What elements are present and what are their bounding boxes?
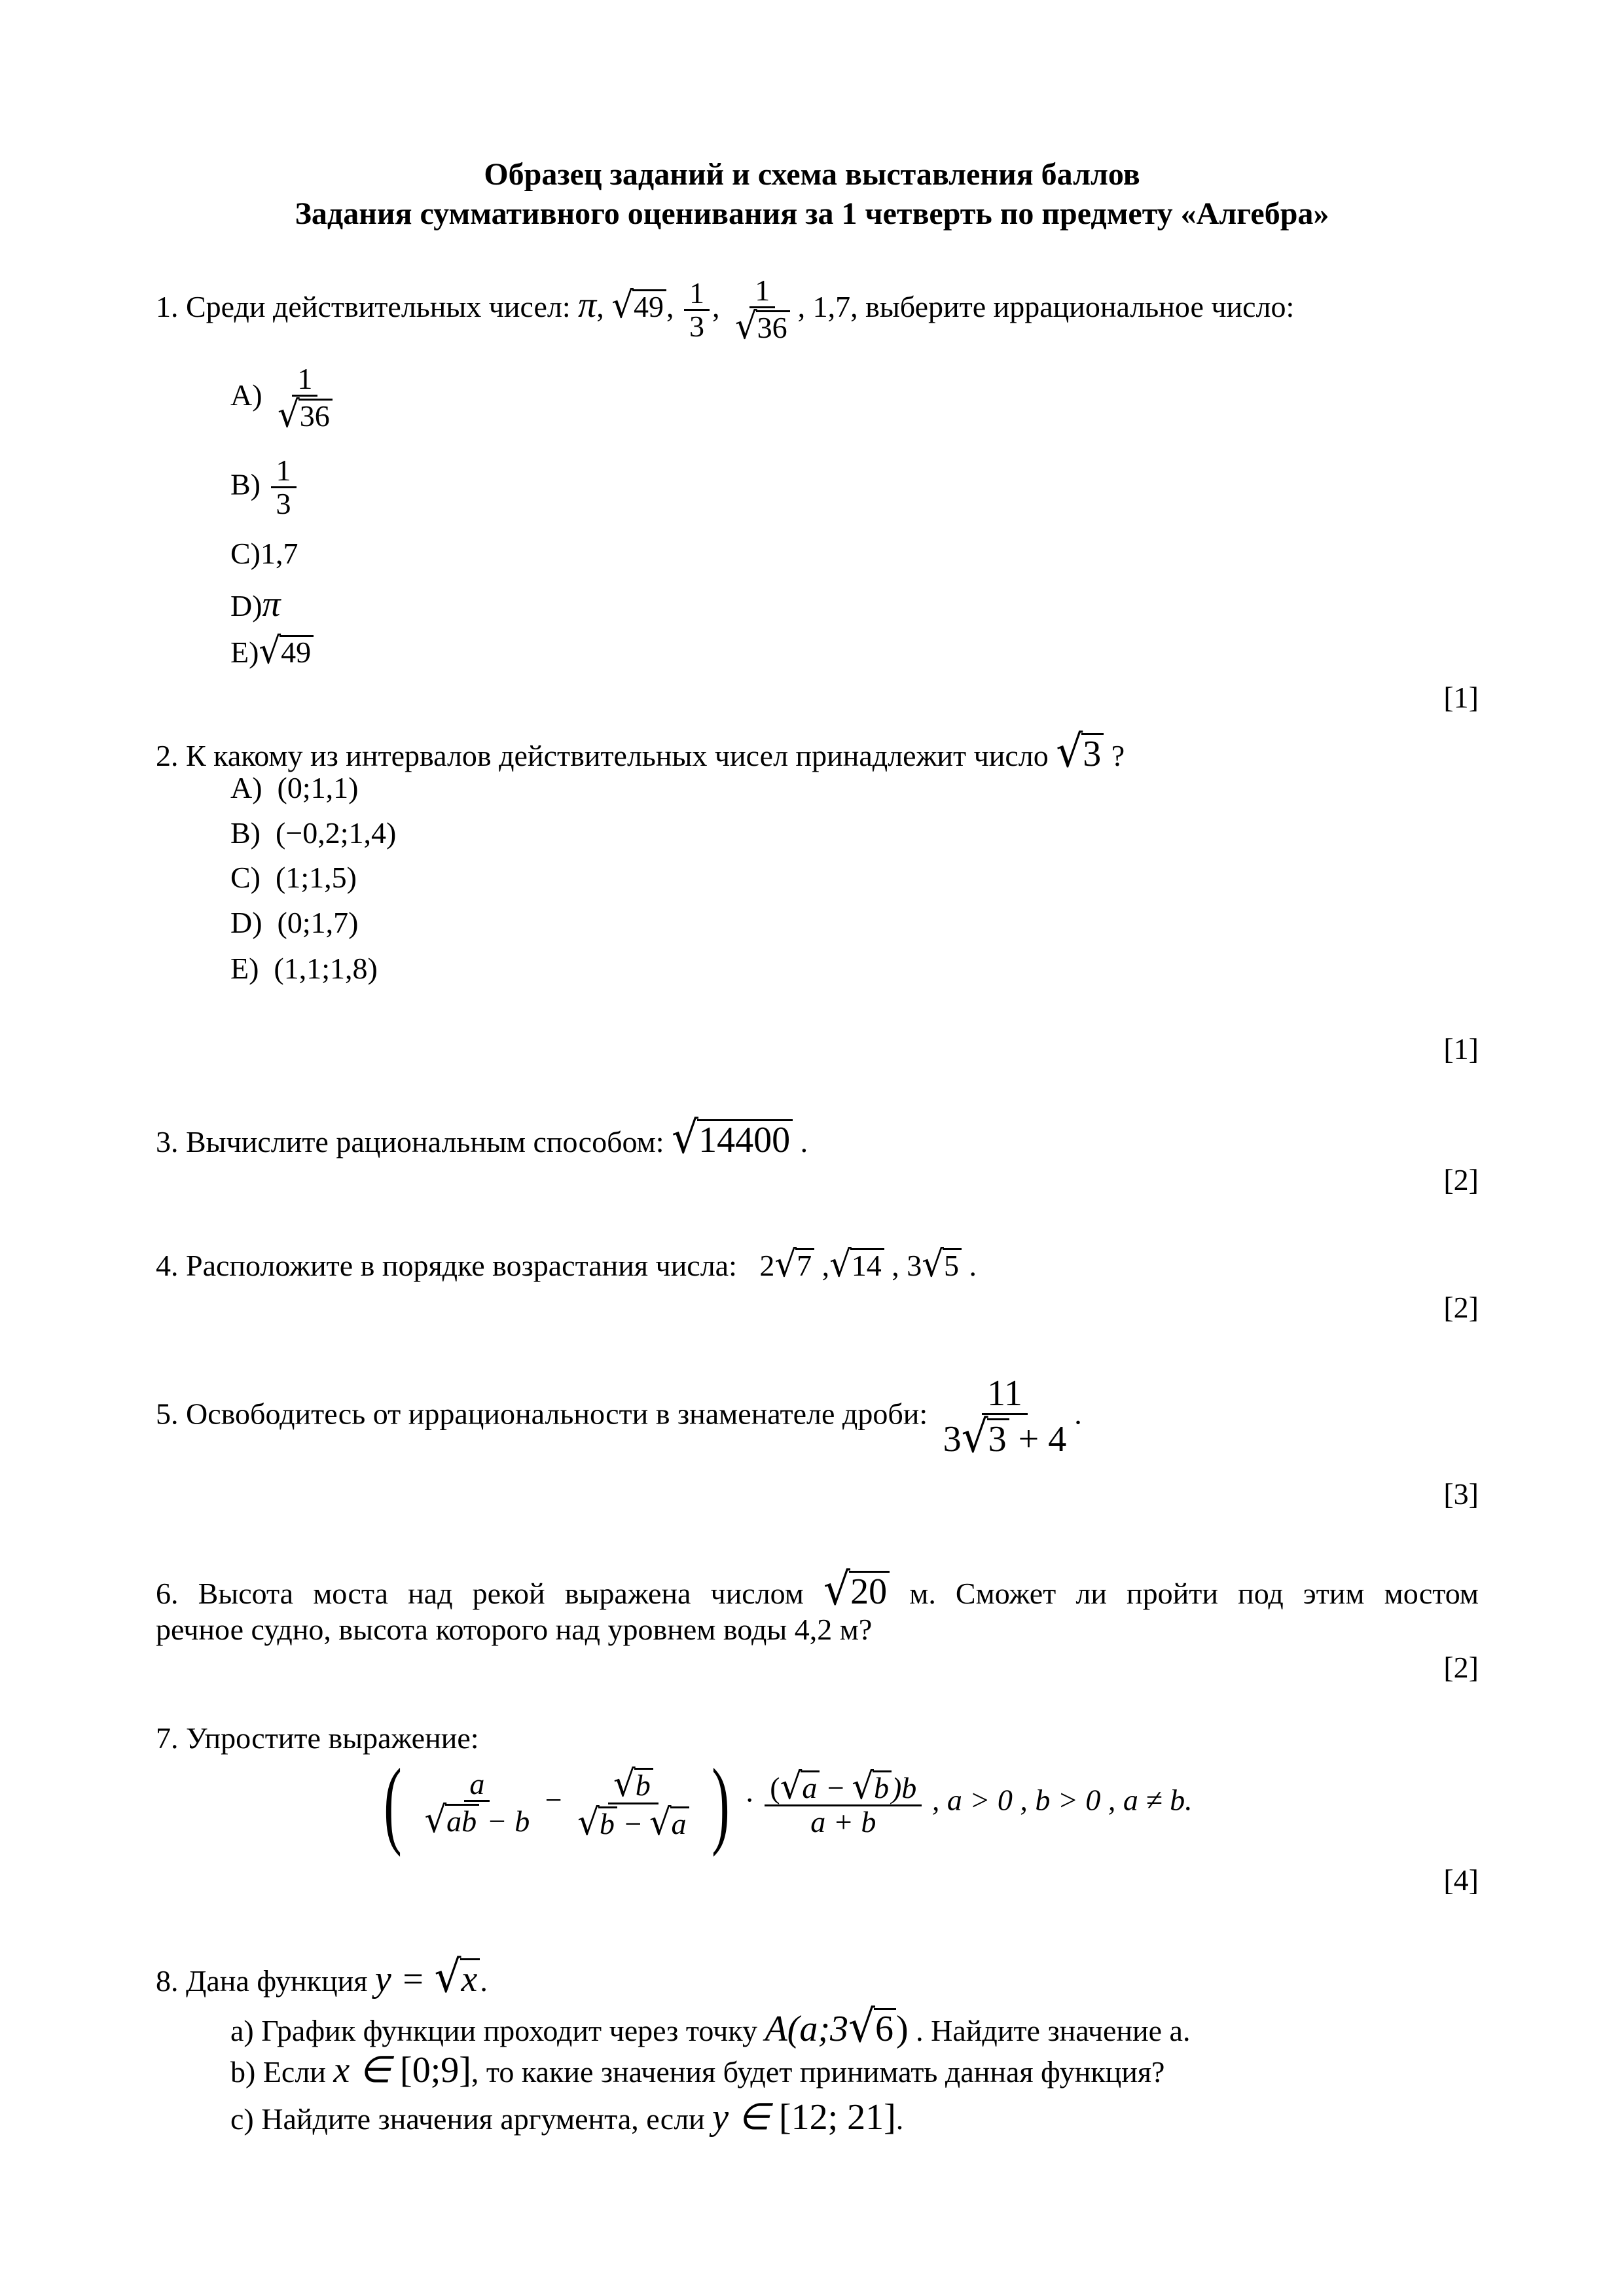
- sqrt-49: √49: [611, 285, 666, 326]
- sqrt-49: √49: [259, 630, 314, 672]
- q2-option-b: B) (−0,2;1,4): [230, 816, 397, 850]
- question-4-text: 4. Расположите в порядке возрастания числа:: [156, 1249, 737, 1282]
- sqrt-14400: √14400: [672, 1113, 793, 1163]
- question-5-text: 5. Освободитесь от иррациональности в знаменателе дроби:: [156, 1397, 928, 1431]
- fraction-1-sqrt36: $\frac{1}{√36}$: [730, 275, 795, 345]
- pi-symbol: π: [578, 284, 597, 325]
- question-1-text: 1. Среди действительных чисел:: [156, 289, 571, 323]
- question-8: 8. Дана функция y = √x.: [156, 1951, 488, 2003]
- q2-option-c: C) (1;1,5): [230, 861, 357, 894]
- value-1-7: 1,7: [812, 289, 851, 323]
- sqrt-14: √14: [829, 1244, 884, 1285]
- question-1-tail: , выберите иррациональное число:: [850, 289, 1295, 323]
- question-2: 2. К какому из интервалов действительных чисел принадлежит число √3 ?: [156, 726, 1125, 778]
- q8-part-a: a) График функции проходит через точку A(a;3√6) . Найдите значение a.: [230, 2001, 1191, 2053]
- q1-option-c: C)1,7: [230, 537, 298, 570]
- sqrt-5: √5: [922, 1244, 962, 1285]
- left-paren: (: [384, 1749, 402, 1857]
- q1-option-e: E)√49: [230, 630, 314, 672]
- fraction-1-3: $\frac{1}{3}$: [271, 455, 297, 520]
- question-5: 5. Освободитесь от иррациональности в знаменателе дроби: $\frac{11}{3√3 + 4}$ .: [156, 1373, 1082, 1463]
- sqrt-3: √3: [1056, 726, 1104, 777]
- q8-part-c: c) Найдите значения аргумента, если y ∈ [12; 21].: [230, 2097, 904, 2138]
- q7-mark: [4]: [1443, 1863, 1479, 1897]
- question-3-text: 3. Вычислите рациональным способом:: [156, 1125, 664, 1158]
- term-2: $\frac{√b}{√b - √a}$: [572, 1766, 694, 1840]
- question-4: 4. Расположите в порядке возрастания числа: 2√7 ,√14 , 3√5 .: [156, 1243, 977, 1285]
- question-6-line-2: речное судно, высота которого над уровнем воды 4,2 м?: [156, 1613, 873, 1646]
- sqrt-7: √7: [774, 1244, 814, 1285]
- conditions: , a > 0 , b > 0 , a ≠ b.: [931, 1783, 1193, 1817]
- question-3: 3. Вычислите рациональным способом: √14400 .: [156, 1112, 808, 1164]
- page-subtitle: Задания суммативного оценивания за 1 четверть по предмету «Алгебра»: [295, 196, 1329, 231]
- question-6-line-1: 6. Высота моста над рекой выражена числом √20 м. Сможет ли пройти под этим мостом: [156, 1564, 1479, 1615]
- sqrt-20: √20: [823, 1564, 890, 1615]
- page-title: Образец заданий и схема выставления баллов: [484, 157, 1140, 192]
- question-7-expression: ( $\frac{a}{√ab - b}$ − $\frac{√b}{√b - √a}$ ) · $\frac{(√a - √b)b}{a + b}$ , a > 0 , b > 0 , a ≠ b.: [384, 1749, 1193, 1857]
- fraction-11: $\frac{11}{3√3 + 4}$: [943, 1373, 1067, 1463]
- q1-option-a: A) $\frac{1}{√36}$: [230, 363, 340, 433]
- question-1: 1. Среди действительных чисел: π, √49, $\frac{1}{3}$ , $\frac{1}{√36}$ , 1,7, выберите иррациональное число:: [156, 274, 1295, 348]
- q8-part-b: b) Если x ∈ [0;9], то какие значения будет принимать данная функция?: [230, 2050, 1165, 2090]
- question-7-text: 7. Упростите выражение:: [156, 1721, 479, 1755]
- sqrt-x: √x: [435, 1952, 480, 2002]
- q1-option-d: D)π: [230, 584, 281, 624]
- q2-option-a: A) (0;1,1): [230, 771, 359, 804]
- q1-mark: [1]: [1443, 681, 1479, 714]
- fraction-1-sqrt36: $\frac{1}{√36}$: [272, 363, 338, 433]
- fraction-1-3: $\frac{1}{3}$: [684, 278, 710, 343]
- right-paren: ): [712, 1749, 730, 1857]
- q6-mark: [2]: [1443, 1651, 1479, 1684]
- q5-mark: [3]: [1443, 1477, 1479, 1511]
- question-2-text: 2. К какому из интервалов действительных чисел принадлежит число: [156, 739, 1049, 772]
- q3-mark: [2]: [1443, 1163, 1479, 1196]
- q2-option-e: E) (1,1;1,8): [230, 952, 378, 985]
- q2-option-d: D) (0;1,7): [230, 906, 359, 939]
- q1-option-b: B) $\frac{1}{3}$: [230, 455, 299, 520]
- q4-mark: [2]: [1443, 1291, 1479, 1324]
- term-3: $\frac{(√a - √b)b}{a + b}$: [765, 1768, 922, 1839]
- term-1: $\frac{a}{√ab - b}$: [424, 1767, 530, 1841]
- q2-mark: [1]: [1443, 1032, 1479, 1066]
